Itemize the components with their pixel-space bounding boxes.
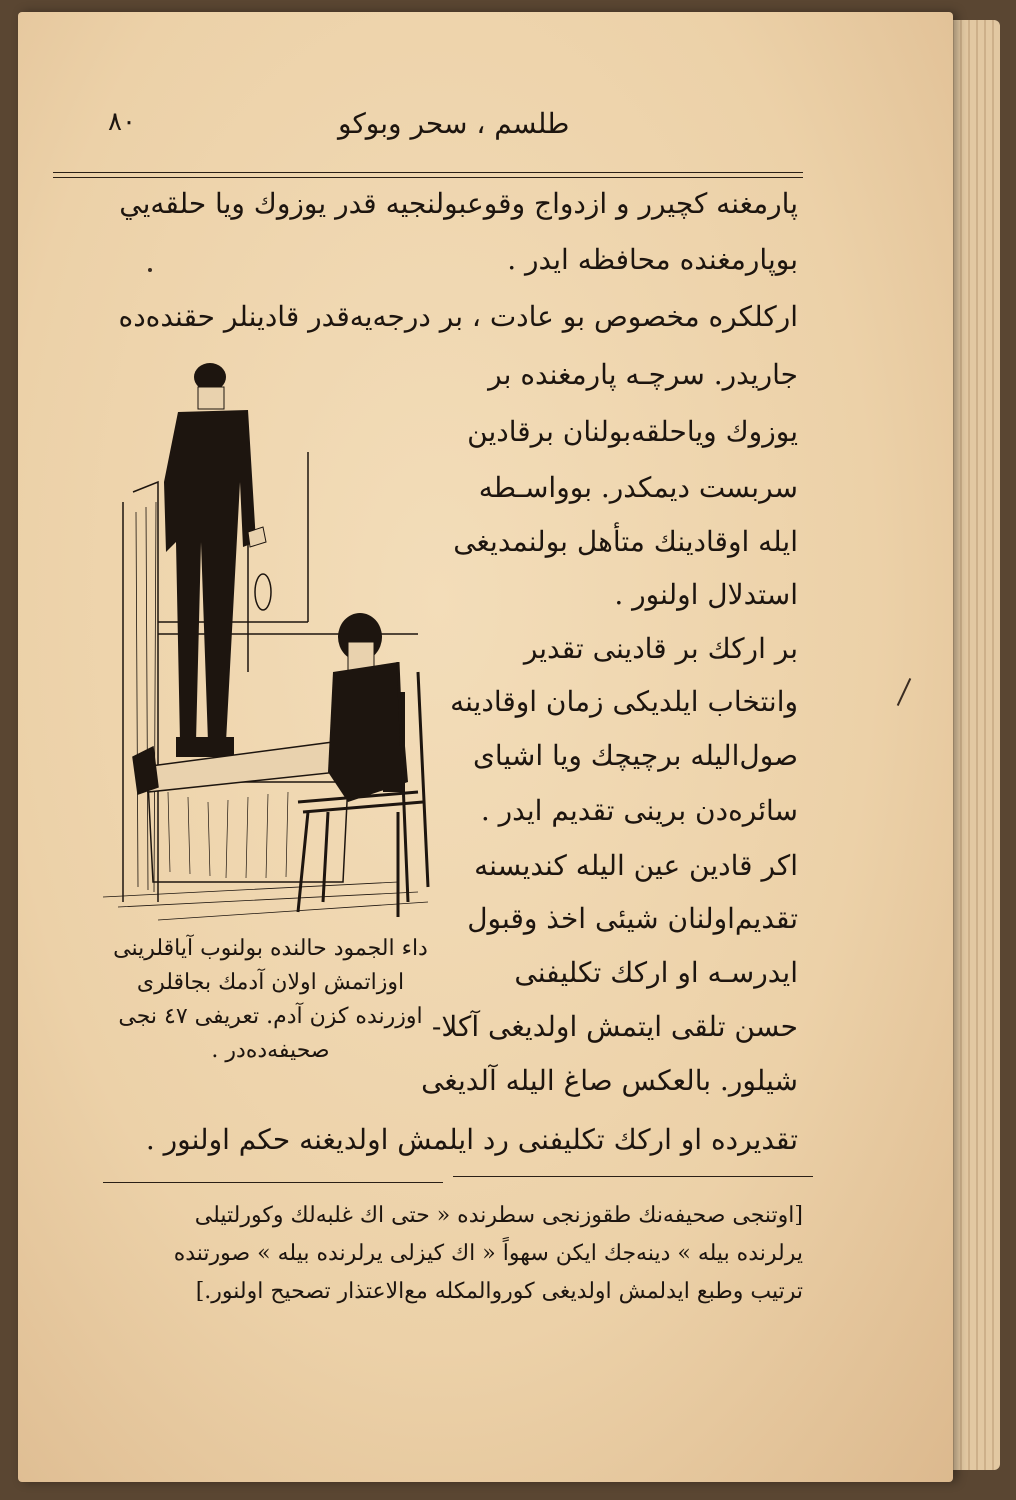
caption-line: داء الجمود حالنده بولنوب آياقلرينى — [113, 936, 428, 961]
side-line: حسن تلقى ايتمش اولديغى آكلا- — [431, 1010, 798, 1043]
footnote-rule — [103, 1182, 443, 1183]
side-line: ايله اوقادينك متأهل بولنمديغى — [453, 525, 798, 558]
footnote-line: [اوتنجى صحيفه‌نك طقوزنجى سطرنده « حتى اك غلبه‌لك وكورلتيلى — [194, 1203, 803, 1228]
header-rule — [53, 172, 803, 173]
page-header — [108, 107, 788, 157]
side-line: وانتخاب ايلديكى زمان اوقادينه — [450, 685, 798, 718]
caption-line: اوزاتمش اولان آدمك بجاقلرى — [136, 970, 405, 995]
running-title: طلسم ، سحر وبوكو — [338, 107, 570, 140]
body-line: تقديرده او اركك تكليفنى رد ايلمش اولديغنه حكم اولنور . — [145, 1123, 798, 1156]
header-rule-second — [53, 177, 803, 178]
illustration-caption — [98, 932, 443, 1068]
side-line: تقديم‌اولنان شيئى اخذ وقبول — [467, 902, 798, 935]
side-line: صول‌اليله برچيچك ويا اشياى — [473, 739, 798, 772]
errata-footnote — [103, 1197, 803, 1311]
ink-dot — [148, 268, 152, 272]
side-line: سائره‌دن برينى تقديم ايدر . — [480, 794, 798, 827]
body-line: بوپارمغنده محافظه ايدر . — [507, 243, 798, 276]
footnote-line: يرلرنده بيله » دينه‌جك ايكن سهواً « اك كيزلى يرلرنده بيله » صورتنده — [173, 1241, 803, 1266]
caption-line: اوزرنده كزن آدم. تعريفى ٤٧ نجى — [118, 1004, 423, 1029]
caption-line: صحيفه‌ده‌در . — [211, 1038, 330, 1063]
side-line: جاريدر. سرچـه پارمغنده بر — [488, 358, 798, 391]
engraving-illustration — [98, 342, 443, 927]
side-line: سربست ديمكدر. بوواسـطه — [478, 471, 798, 504]
page-number: ٨٠ — [108, 107, 136, 137]
side-line: شيلور. بالعكس صاغ اليله آلديغى — [421, 1064, 798, 1097]
body-line: اركلكره مخصوص بو عادت ، بر درجه‌يه‌قدر قادينلر حقنده‌ده — [118, 300, 798, 333]
book-page — [18, 12, 953, 1482]
body-line: پارمغنه كچيرر و ازدواج وقوعبولنجيه قدر يوزوك ويا حلقه‌يي — [119, 187, 798, 220]
footnote-rule — [453, 1176, 813, 1177]
side-line: ايدرسـه او اركك تكليفنى — [514, 956, 798, 989]
side-line: يوزوك وياحلقه‌بولنان برقادين — [467, 415, 798, 448]
side-line: استدلال اولنور . — [614, 578, 798, 611]
side-line: بر اركك بر قادينى تقدير — [523, 632, 798, 665]
ink-mark — [897, 678, 911, 706]
footnote-line: ترتيب وطبع ايدلمش اولديغى كوروالمكله مع‌الاعتذار تصحيح اولنور.] — [195, 1279, 803, 1304]
side-line: اكر قادين عين اليله كنديسنه — [474, 849, 798, 882]
